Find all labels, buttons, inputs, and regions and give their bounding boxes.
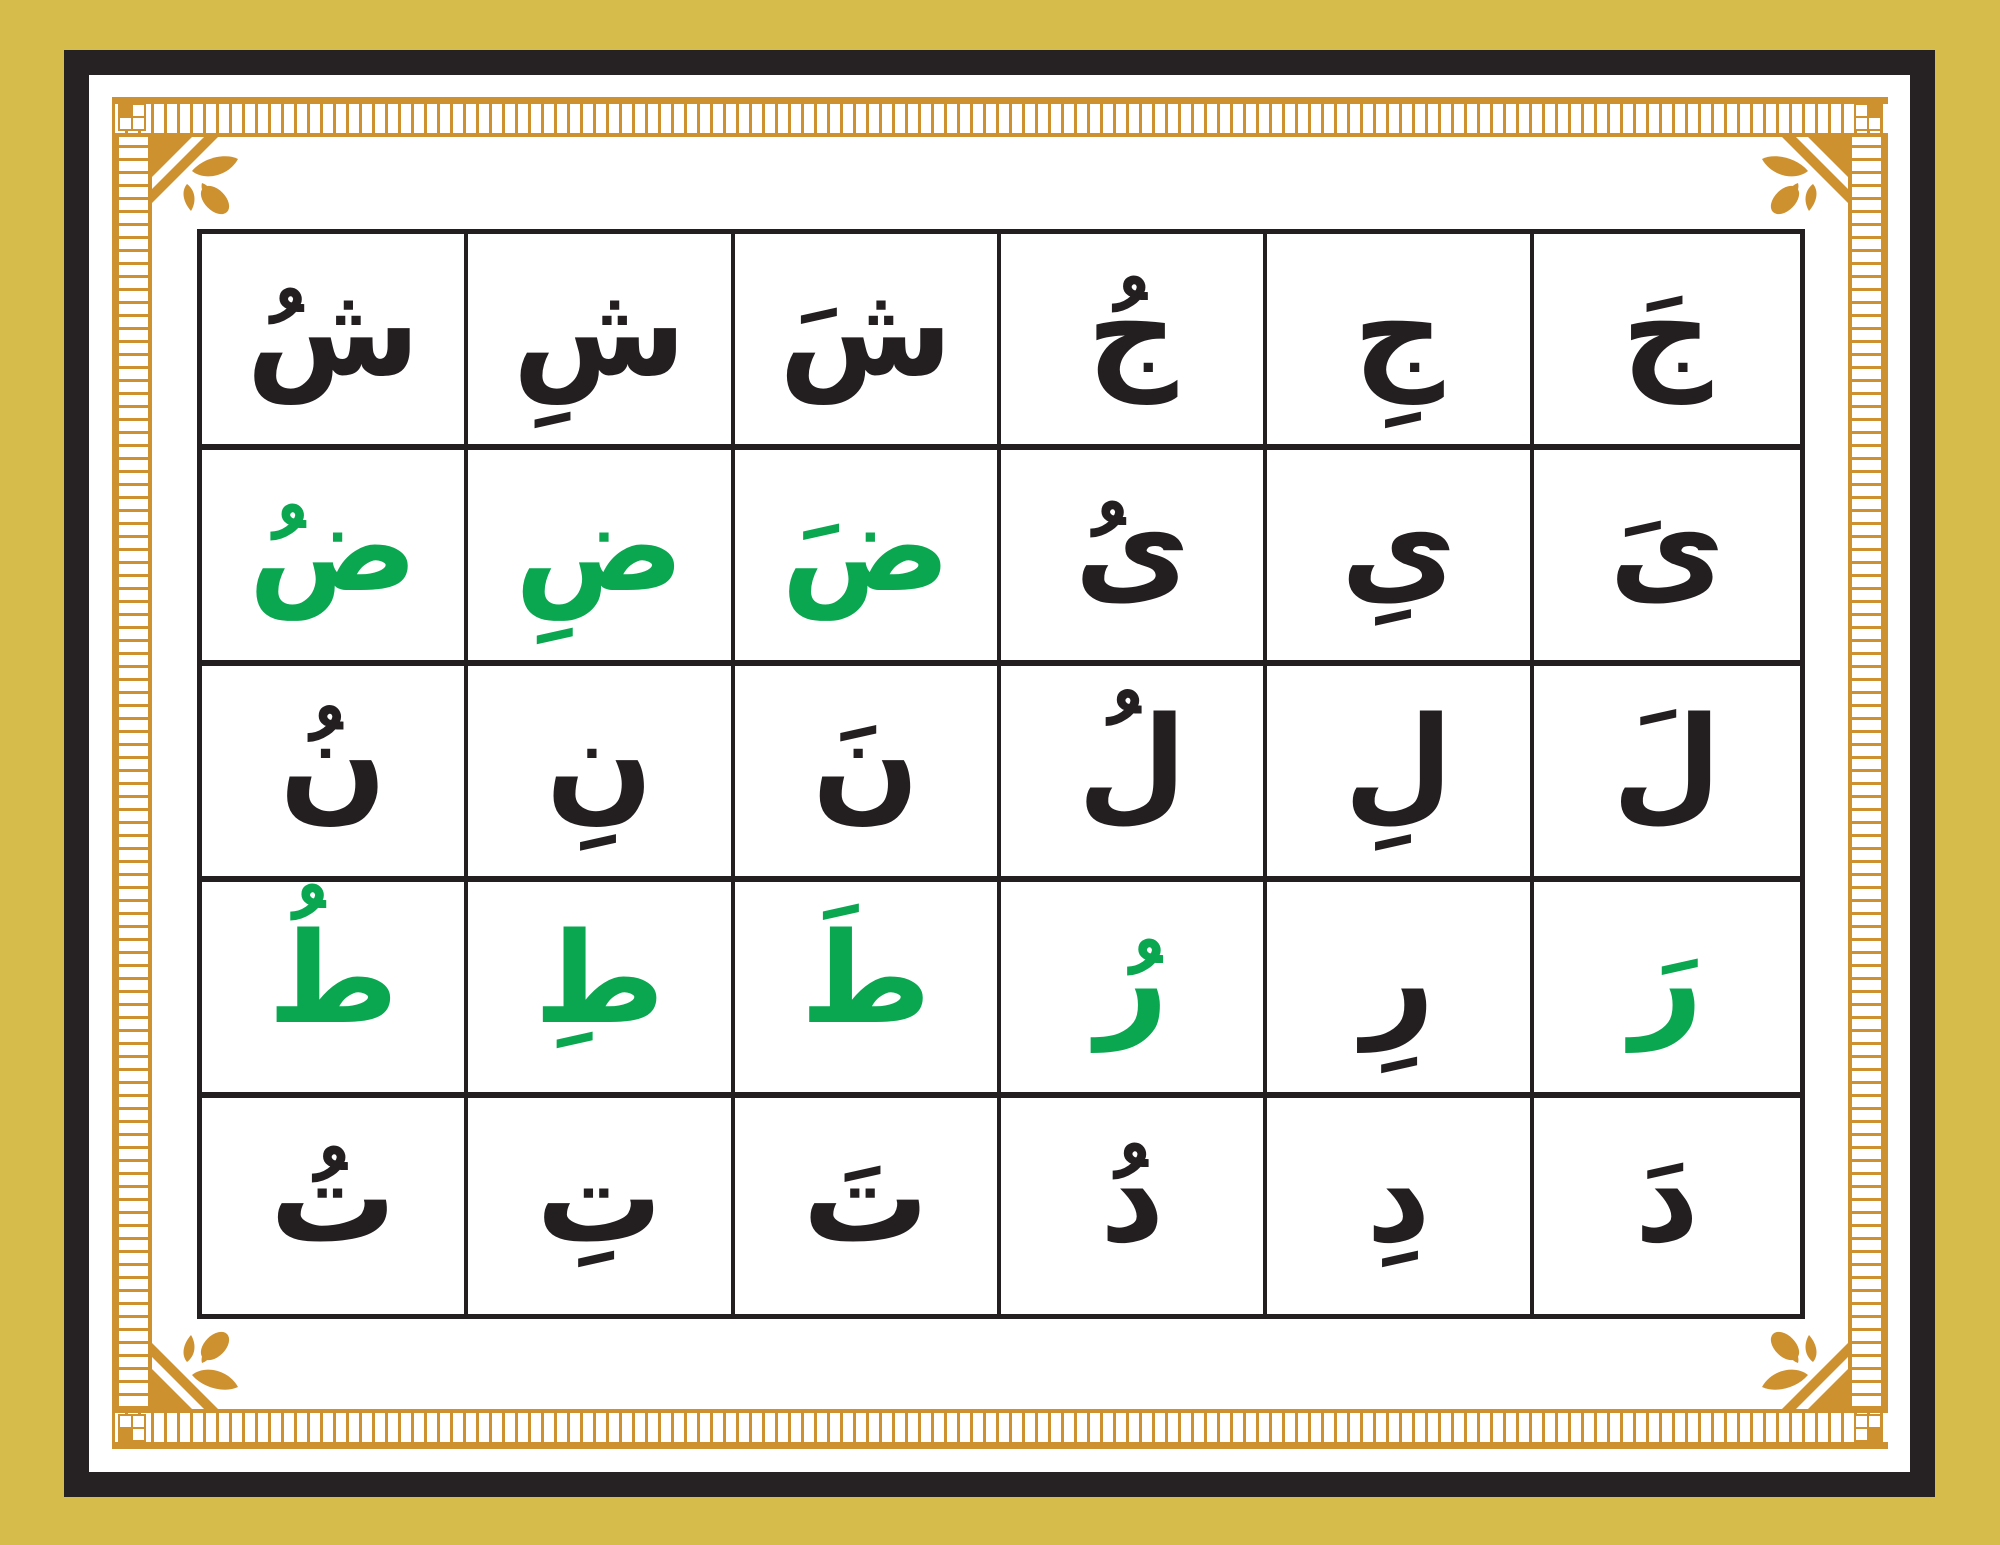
table-cell (1267, 450, 1533, 666)
arabic-letter: طِ (534, 905, 665, 1052)
arabic-letter: ضِ (514, 473, 685, 620)
arabic-letter: تُ (269, 1124, 397, 1271)
table-cell (468, 1098, 734, 1314)
table-cell (1534, 666, 1800, 882)
arabic-letter: طَ (800, 905, 932, 1052)
arabic-letter: نَ (812, 689, 920, 836)
table-cell (1001, 666, 1267, 882)
arabic-letter: طُ (267, 905, 399, 1052)
table-cell (202, 450, 468, 666)
border-corner-checker (118, 1414, 146, 1442)
striped-border-top (112, 97, 1888, 137)
table-cell (1001, 1098, 1267, 1314)
table-cell (735, 666, 1001, 882)
arabic-letter: ىَ (1609, 473, 1725, 620)
arabic-letter: دَ (1634, 1124, 1700, 1271)
table-cell (1534, 450, 1800, 666)
table-cell (735, 1098, 1001, 1314)
arabic-letter: تِ (536, 1124, 663, 1271)
table-cell (1001, 450, 1267, 666)
arabic-letter: رَ (1630, 905, 1704, 1052)
arabic-letter: لِ (1343, 689, 1454, 836)
table-cell (468, 882, 734, 1098)
arabic-letter: شَ (778, 257, 953, 404)
arabic-letter: شِ (512, 257, 687, 404)
arabic-letter: لُ (1077, 689, 1187, 836)
letters-table (197, 229, 1805, 1319)
table-cell (202, 1098, 468, 1314)
arabic-letter: تَ (802, 1124, 930, 1271)
table-cell (1534, 234, 1800, 450)
arabic-letter: ضُ (248, 473, 418, 620)
table-cell (468, 666, 734, 882)
striped-border-bottom (112, 1409, 1888, 1449)
table-cell (1267, 1098, 1533, 1314)
border-corner-checker (118, 103, 146, 131)
striped-border-left (112, 137, 152, 1409)
table-cell (1267, 234, 1533, 450)
arabic-letter: جُ (1086, 257, 1178, 404)
table-cell (202, 666, 468, 882)
table-cell (1001, 234, 1267, 450)
arabic-letter: لَ (1612, 689, 1722, 836)
arabic-letter: ىِ (1340, 473, 1457, 620)
table-cell (1267, 882, 1533, 1098)
table-cell (735, 450, 1001, 666)
table-cell (468, 450, 734, 666)
arabic-letter: ضَ (781, 473, 951, 620)
table-cell (735, 234, 1001, 450)
striped-border-right (1848, 137, 1888, 1409)
border-corner-checker (1854, 103, 1882, 131)
arabic-letter: رُ (1095, 905, 1169, 1052)
table-cell (1001, 882, 1267, 1098)
table-cell (1267, 666, 1533, 882)
arabic-letter: نُ (279, 689, 387, 836)
arabic-letter: جَ (1621, 257, 1713, 404)
table-cell (202, 234, 468, 450)
arabic-letter: دُ (1099, 1124, 1165, 1271)
arabic-letter: ىُ (1074, 473, 1190, 620)
table-cell (468, 234, 734, 450)
arabic-letter: شُ (246, 257, 421, 404)
arabic-letter: نِ (545, 689, 654, 836)
table-cell (202, 882, 468, 1098)
arabic-letter: جِ (1353, 257, 1444, 404)
table-cell (735, 882, 1001, 1098)
table-cell (1534, 1098, 1800, 1314)
table-cell (1534, 882, 1800, 1098)
border-corner-checker (1854, 1414, 1882, 1442)
arabic-letter: دِ (1366, 1124, 1431, 1271)
arabic-letter: رِ (1362, 905, 1435, 1052)
